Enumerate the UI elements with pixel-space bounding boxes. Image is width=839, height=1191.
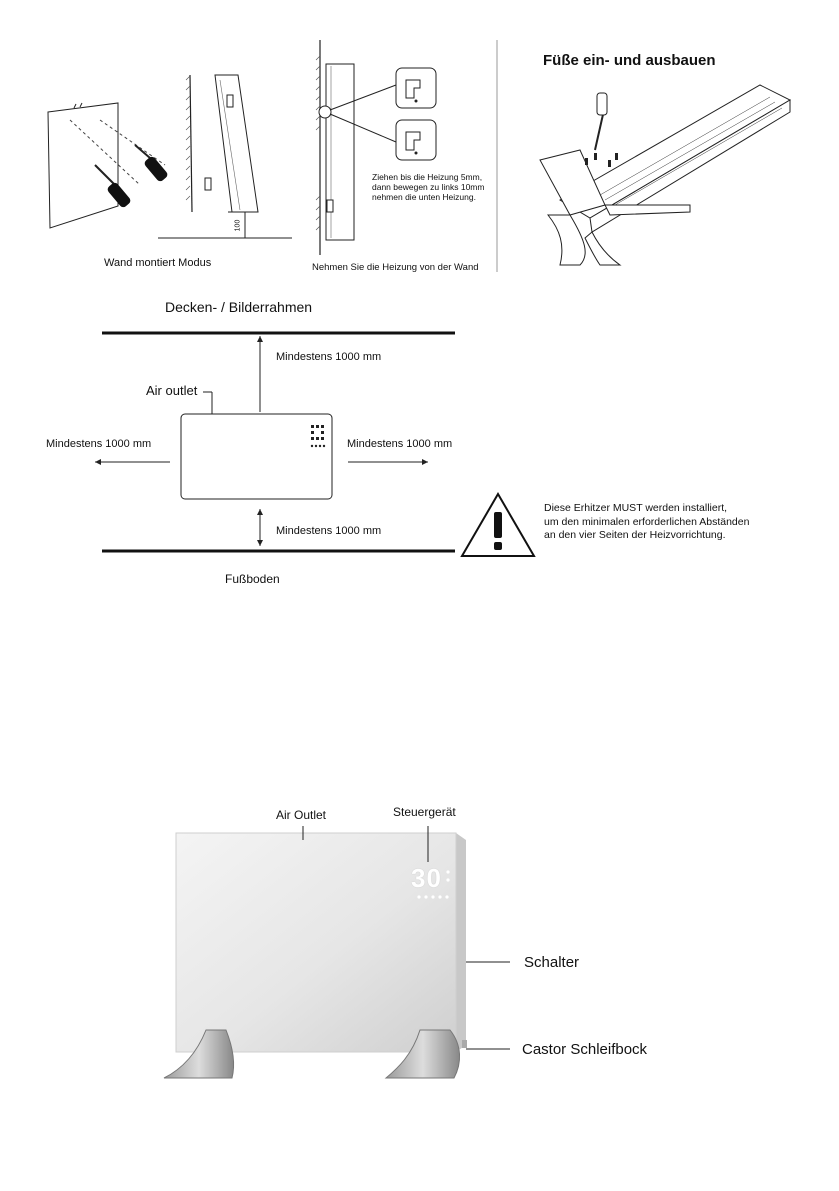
- ceiling-label: Decken- / Bilderrahmen: [165, 299, 313, 315]
- floor-label: Fußboden: [225, 572, 280, 586]
- min-left-label: Mindestens 1000 mm: [46, 438, 152, 450]
- wall-mount-label: Wand montiert Modus: [104, 257, 212, 269]
- switch-label: Schalter: [524, 954, 580, 971]
- air-outlet-product-label: Air Outlet: [276, 808, 327, 822]
- warning-line-3: an den vier Seiten der Heizvorrichtung.: [544, 529, 726, 541]
- warning-line-2: um den minimalen erforderlichen Abständen: [544, 515, 750, 528]
- controller-label: Steuergerät: [393, 805, 456, 819]
- display-readout: 30: [411, 863, 442, 893]
- remove-label: Nehmen Sie die Heizung von der Wand: [312, 262, 479, 273]
- min-bottom-label: Mindestens 1000 mm: [276, 525, 382, 537]
- pull-instruction-line-2: dann bewegen zu links 10mm: [372, 182, 485, 192]
- min-right-label: Mindestens 1000 mm: [347, 438, 453, 450]
- min-top-label: Mindestens 1000 mm: [276, 351, 382, 363]
- feet-title: Füße ein- und ausbauen: [543, 52, 716, 69]
- warning-line-1: Diese Erhitzer MUST werden installiert,: [544, 502, 728, 514]
- dimension-label: 100: [234, 219, 242, 232]
- pull-instruction-line-1: Ziehen bis die Heizung 5mm,: [372, 172, 483, 182]
- castor-label: Castor Schleifbock: [522, 1041, 648, 1058]
- air-outlet-label: Air outlet: [146, 383, 198, 398]
- pull-instruction-line-3: nehmen die unten Heizung.: [372, 192, 476, 202]
